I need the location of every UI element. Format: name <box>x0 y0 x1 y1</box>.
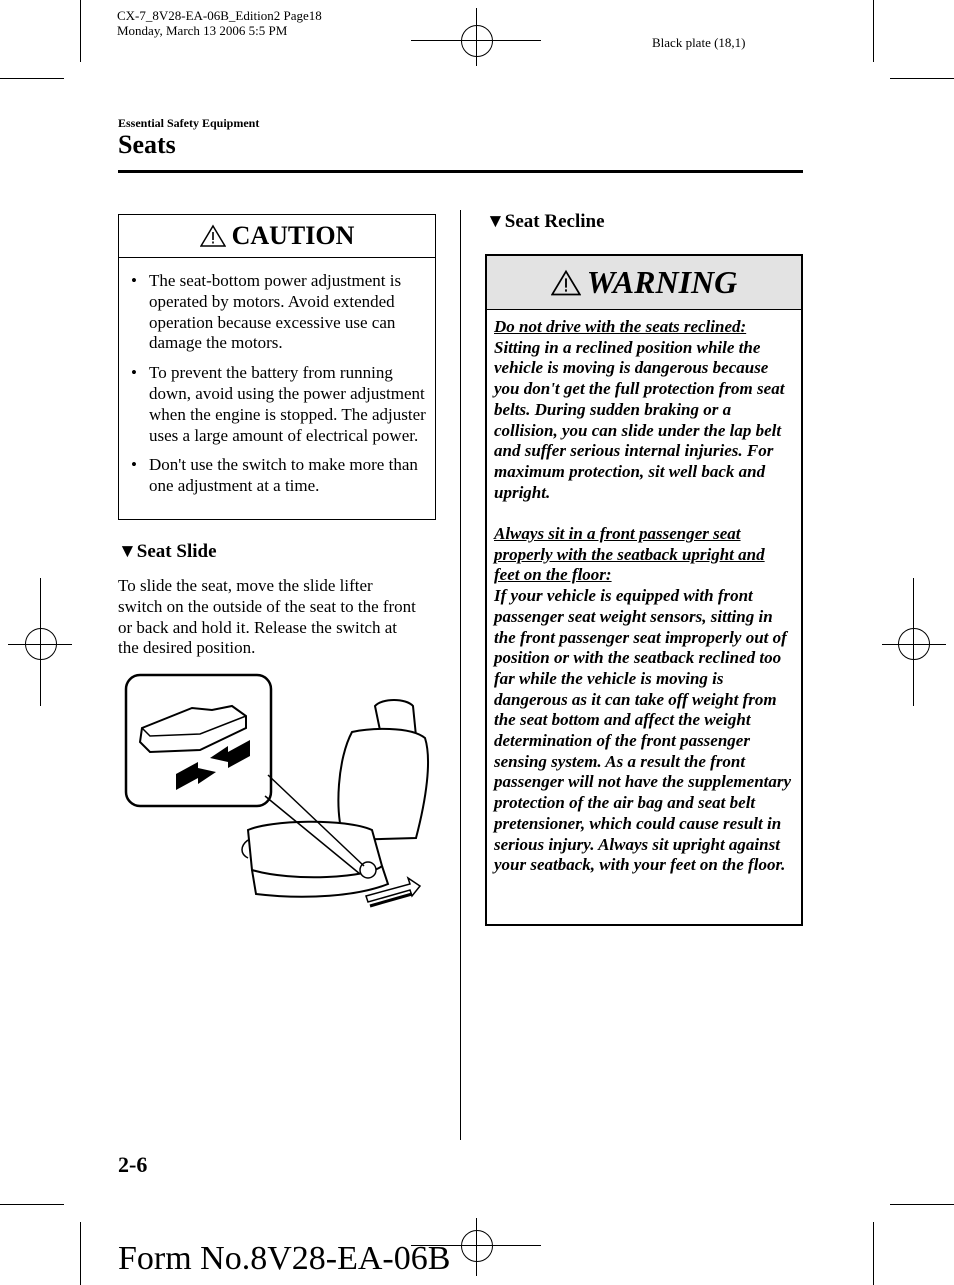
caution-title: CAUTION <box>231 221 355 250</box>
page-number: 2-6 <box>118 1152 148 1177</box>
warning-body <box>487 310 801 876</box>
page-title: Seats <box>118 130 176 159</box>
print-header <box>117 8 322 38</box>
column-divider <box>460 210 461 1140</box>
seat-slide-heading: ▼Seat Slide <box>118 541 217 562</box>
caution-item: • Don't use the switch to make more than one adjustment at a time. <box>131 455 427 497</box>
section-label: Essential Safety Equipment <box>118 116 260 130</box>
seat-slide-illustration <box>120 670 440 915</box>
print-header-line1: CX-7_8V28-EA-06B_Edition2 Page18 <box>117 8 322 23</box>
caution-item: • To prevent the battery from running down, avoid using the power adjustment when the engine is stopped. The adjuster uses a large amount of electrical power. <box>131 363 427 446</box>
seat-recline-heading: ▼Seat Recline <box>486 211 605 232</box>
print-header-line2: Monday, March 13 2006 5:5 PM <box>117 23 288 38</box>
caution-list <box>119 258 435 497</box>
warning-triangle-icon <box>200 224 226 248</box>
warning-p1-title: Do not drive with the seats reclined: <box>494 317 747 336</box>
caution-header <box>119 215 435 258</box>
warning-box <box>485 254 803 926</box>
title-rule <box>118 170 803 173</box>
warning-header <box>487 256 801 310</box>
caution-item: • The seat-bottom power adjustment is operated by motors. Avoid extended operation because excessive use can damage the motors. <box>131 271 427 354</box>
warning-title: WARNING <box>586 264 738 300</box>
plate-label: Black plate (18,1) <box>652 35 746 50</box>
form-number: Form No.8V28-EA-06B <box>118 1240 451 1277</box>
warning-p2-title: Always sit in a front passenger seat properly with the seatback upright and feet on the floor: <box>494 524 765 585</box>
warning-p2-body: If your vehicle is equipped with front passenger seat weight sensors, sitting in the front passenger seat improperly out of position or with the seatback reclined too far while the vehicle is moving is dangerous as it can take off weight from the seat bottom and affect the weight determination of the front passenger sensing system. As a result the front passenger will not have the supplementary protection of the air bag and seat belt pretensioner, which could cause result in serious injury. Always sit upright against your seatback, with your feet on the floor. <box>494 586 792 875</box>
warning-p1-body: Sitting in a reclined position while the vehicle is moving is dangerous because you don't get the full protection from seat belts. During sudden braking or a collision, you can slide under the lap belt and suffer serious internal injuries. For maximum protection, sit well back and upright. <box>494 337 785 502</box>
seat-slide-text: To slide the seat, move the slide lifter switch on the outside of the seat to the front or back and hold it. Release the switch at the desired position. <box>118 576 416 658</box>
warning-triangle-icon <box>551 269 581 297</box>
caution-box <box>118 214 436 520</box>
